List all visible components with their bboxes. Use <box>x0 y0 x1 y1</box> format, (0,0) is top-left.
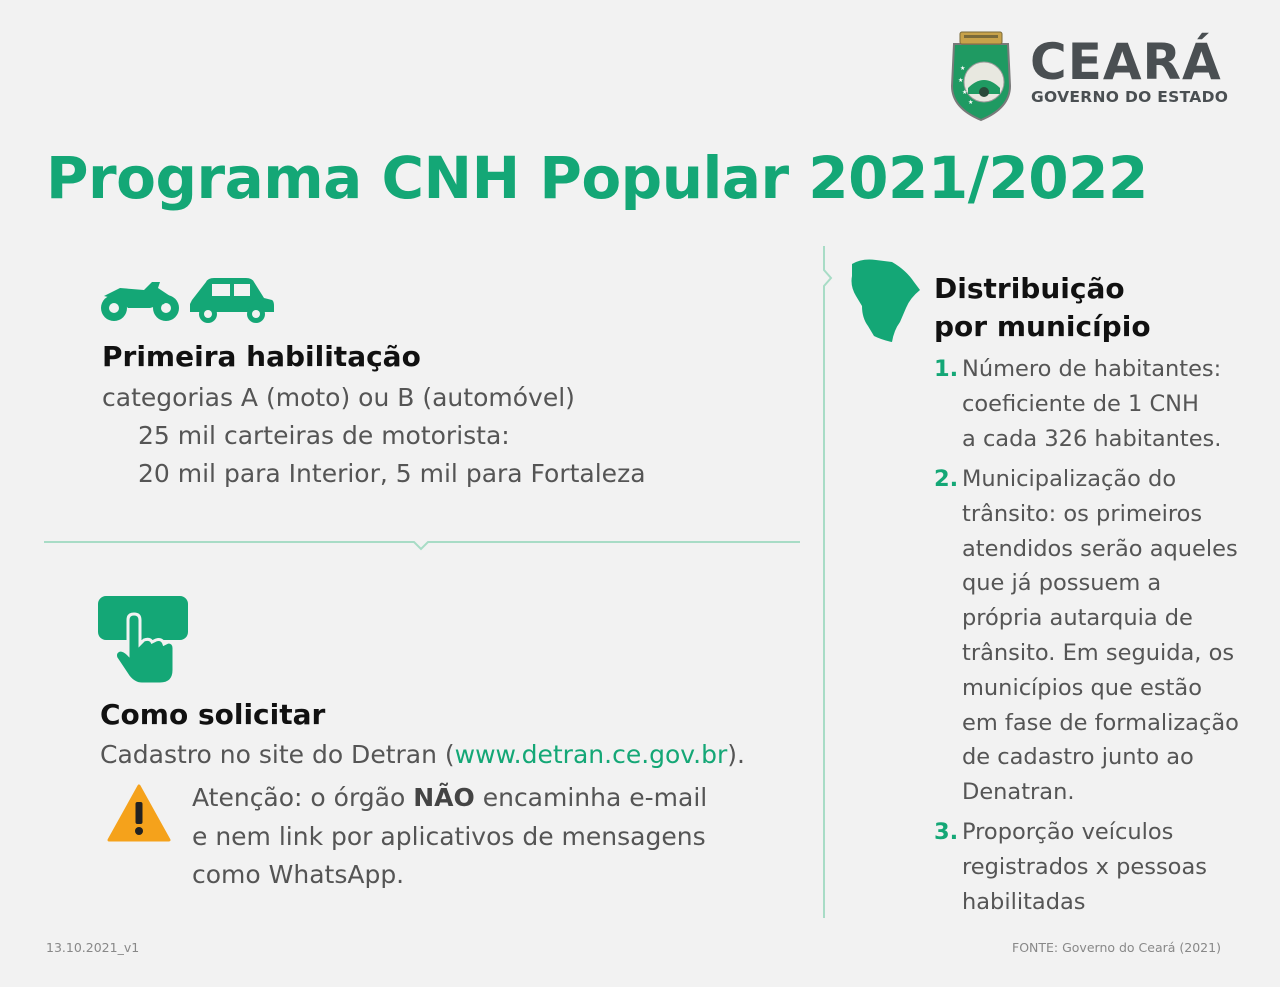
horizontal-divider <box>44 533 800 553</box>
brand-name: CEARÁ <box>1030 33 1222 91</box>
warning-line-2: e nem link por aplicativos de mensagens <box>192 821 706 851</box>
motorcycle-icon <box>101 282 179 321</box>
svg-text:★: ★ <box>960 65 966 72</box>
detran-link[interactable]: www.detran.ce.gov.br <box>454 740 728 769</box>
warning-line-1: Atenção: o órgão NÃO encaminha e-mail <box>192 783 708 812</box>
source-label: FONTE: Governo do Ceará (2021) <box>1012 940 1221 955</box>
distribuicao-title-line-2: por município <box>934 310 1151 343</box>
vertical-divider <box>815 246 835 918</box>
ceara-logo <box>946 30 1238 122</box>
svg-text:★: ★ <box>968 99 974 106</box>
cadastro-suffix: ). <box>727 740 745 769</box>
distribuicao-heading <box>934 270 1151 346</box>
primeira-categories: categorias A (moto) ou B (automóvel) <box>102 383 575 412</box>
brand-subtitle: GOVERNO DO ESTADO <box>1031 88 1229 106</box>
version-label: 13.10.2021_v1 <box>46 940 140 955</box>
distribuicao-title-line-1: Distribuição <box>934 272 1125 305</box>
como-solicitar-heading: Como solicitar <box>100 698 326 731</box>
warning-text <box>192 779 707 895</box>
como-solicitar-text <box>100 736 745 774</box>
svg-text:★: ★ <box>962 89 968 96</box>
vehicle-icons <box>100 274 275 326</box>
ceara-map-icon <box>848 256 920 344</box>
primeira-line-2: 20 mil para Interior, 5 mil para Fortaleza <box>138 459 646 488</box>
primeira-line-1: 25 mil carteiras de motorista: <box>138 421 510 450</box>
cadastro-prefix: Cadastro no site do Detran ( <box>100 740 455 769</box>
warning-emphasis: NÃO <box>413 783 475 812</box>
warning-line-3: como WhatsApp. <box>192 860 405 889</box>
svg-text:★: ★ <box>958 77 964 84</box>
ceara-crest-icon <box>946 30 1016 122</box>
car-icon <box>190 278 274 323</box>
touch-button-icon <box>98 596 188 686</box>
primeira-habilitacao-heading: Primeira habilitação <box>102 340 421 373</box>
page-title: Programa CNH Popular 2021/2022 <box>46 144 1148 212</box>
warning-icon <box>107 784 171 842</box>
